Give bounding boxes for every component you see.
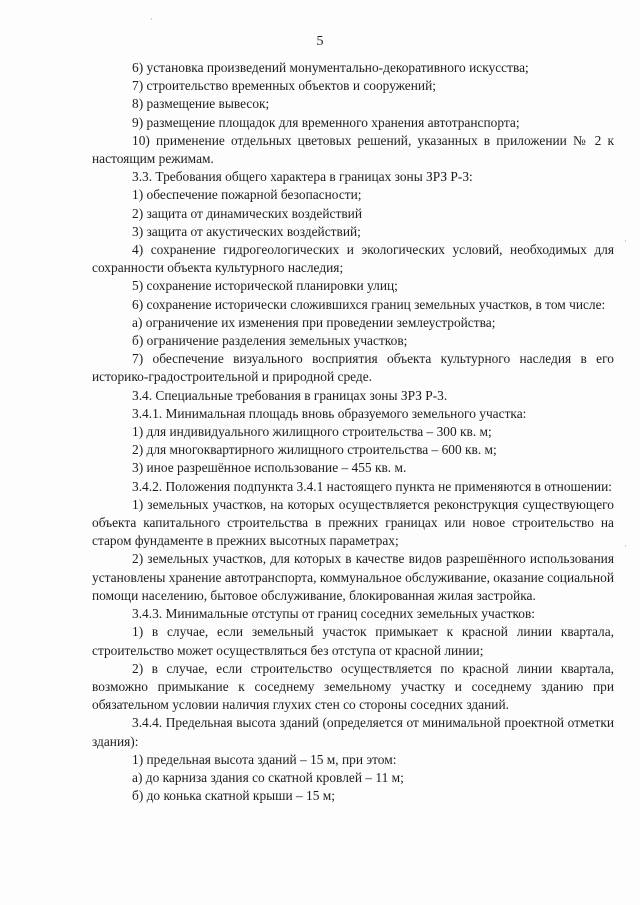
paragraph: 7) строительство временных объектов и сооружений;	[132, 78, 436, 94]
paragraph: 8) размещение вывесок;	[132, 96, 270, 112]
paragraph: 1) предельная высота зданий – 15 м, при этом:	[132, 751, 397, 767]
paragraph: 1) земельных участков, на которых осуществляется реконструкция существующего объекта капитального строительства в прежних границах или новое строительство на старом фундаменте в прежних высотных параметрах;	[92, 496, 614, 549]
paragraph: 5) сохранение исторической планировки улиц;	[132, 278, 398, 294]
paragraph: а) до карниза здания со скатной кровлей – 11 м;	[132, 769, 404, 785]
paragraph: 2) для многоквартирного жилищного строительства – 600 кв. м;	[132, 442, 497, 458]
paragraph: 1) обеспечение пожарной безопасности;	[132, 187, 362, 203]
paragraph: 3.4.3. Минимальные отступы от границ соседних земельных участков:	[132, 606, 536, 622]
document-body	[92, 59, 614, 805]
paragraph: 3.4. Специальные требования в границах зоны ЗРЗ Р-3.	[132, 387, 448, 403]
paragraph: б) до конька скатной крыши – 15 м;	[132, 788, 335, 804]
paragraph: 1) для индивидуального жилищного строительства – 300 кв. м;	[132, 424, 492, 440]
paragraph: 3) иное разрешённое использование – 455 кв. м.	[132, 460, 407, 476]
paragraph: 3.4.4. Предельная высота зданий (определяется от минимальной проектной отметки здания):	[92, 715, 614, 749]
scan-speck: ·	[624, 541, 627, 551]
paragraph: 2) земельных участков, для которых в качестве видов разрешённого использования установлены хранение автотранспорта, коммунальное обслуживание, оказание социальной помощи населению, бытовое обслуживание, блокированная жилая застройка.	[92, 551, 614, 603]
paragraph: а) ограничение их изменения при проведении землеустройства;	[132, 314, 496, 330]
page-number: 5	[316, 34, 324, 49]
paragraph: 3.4.1. Минимальная площадь вновь образуемого земельного участка:	[132, 405, 527, 421]
paragraph: 3.4.2. Положения подпункта 3.4.1 настоящего пункта не применяются в отношении:	[132, 478, 612, 494]
paragraph: 6) установка произведений монументально-декоративного искусства;	[132, 60, 529, 75]
paragraph: 4) сохранение гидрогеологических и экологических условий, необходимых для сохранности объекта культурного наследия;	[92, 242, 614, 276]
paragraph: 6) сохранение исторически сложившихся границ земельных участков, в том числе:	[132, 296, 606, 312]
paragraph: 3.3. Требования общего характера в границах зоны ЗРЗ Р-3:	[132, 169, 473, 185]
scan-speck: ·	[624, 236, 627, 246]
paragraph: 2) в случае, если строительство осуществляется по красной линии квартала, возможно примыкание к соседнему земельному участку и соседнему зданию при обязательном условии наличия глухих стен со стороны соседних зданий.	[92, 660, 614, 713]
paragraph: 1) в случае, если земельный участок примыкает к красной линии квартала, строительство может осуществляться без отступа от красной линии;	[92, 624, 614, 658]
scan-speck: ·	[150, 14, 153, 24]
paragraph: 9) размещение площадок для временного хранения автотранспорта;	[132, 114, 520, 130]
paragraph: б) ограничение разделения земельных участков;	[132, 333, 408, 349]
paragraph: 3) защита от акустических воздействий;	[132, 223, 361, 239]
paragraph: 2) защита от динамических воздействий	[132, 205, 362, 221]
paragraph: 7) обеспечение визуального восприятия объекта культурного наследия в его историко-градостроительной и природной среде.	[92, 351, 614, 385]
paragraph: 10) применение отдельных цветовых решений, указанных в приложении № 2 к настоящим режимам.	[92, 132, 614, 167]
